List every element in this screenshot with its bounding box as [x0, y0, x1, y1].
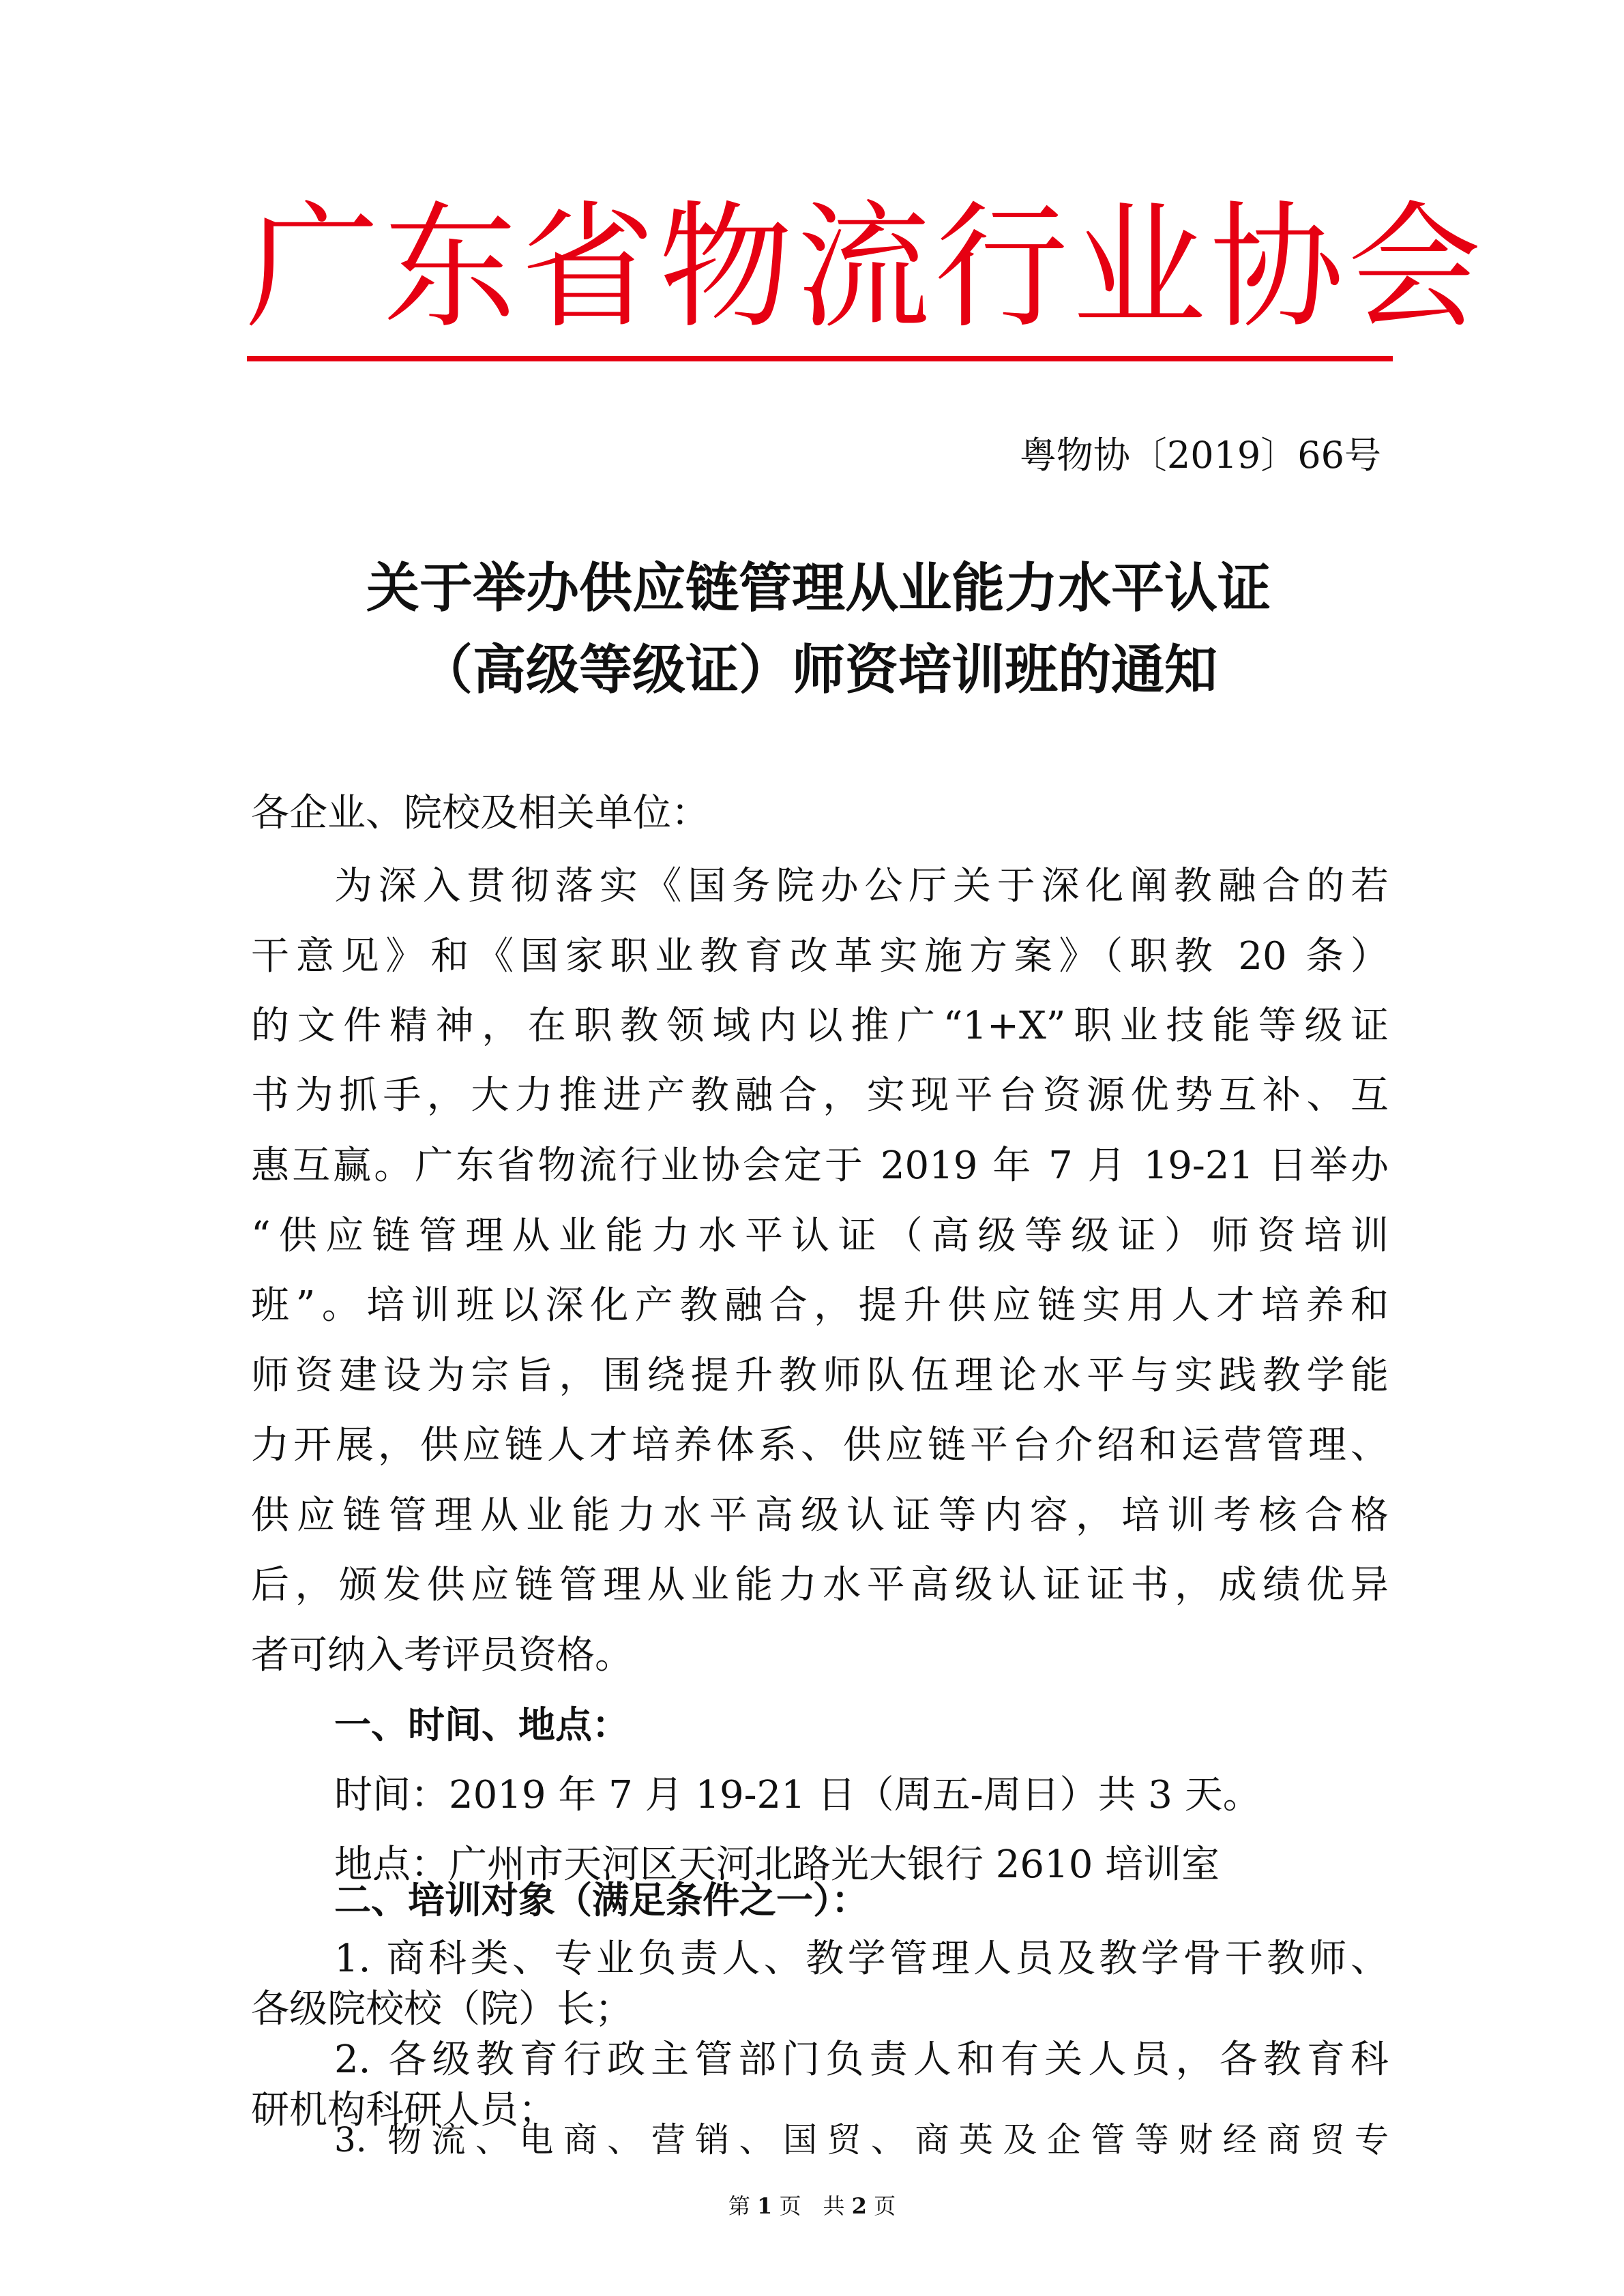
participant-item-1-line-2: 各级院校校（院）长； [251, 1987, 633, 2031]
body-line: 者可纳入考评员资格。 [251, 1633, 633, 1678]
footer-page-prefix: 第 [728, 2193, 750, 2219]
salutation: 各企业、院校及相关单位： [251, 791, 709, 835]
body-line: 力开展，供应链人才培养体系、供应链平台介绍和运营管理、 [251, 1423, 1389, 1467]
participant-item-2-line-1: 2. 各级教育行政主管部门负责人和有关人员，各教育科 [334, 2038, 1389, 2082]
document-title-line-1: 关于举办供应链管理从业能力水平认证 [366, 558, 1271, 619]
body-line: “供应链管理从业能力水平认证（高级等级证）师资培训 [251, 1214, 1389, 1258]
body-line: 干意见》和《国家职业教育改革实施方案》（职教 20 条） [251, 934, 1389, 979]
training-place: 地点：广州市天河区天河北路光大银行 2610 培训室 [334, 1843, 1220, 1887]
body-line: 后，颁发供应链管理从业能力水平高级认证证书，成绩优异 [251, 1563, 1389, 1607]
body-line: 惠互赢。广东省物流行业协会定于 2019 年 7 月 19-21 日举办 [251, 1144, 1389, 1188]
document-title-line-2: （高级等级证）师资培训班的通知 [419, 640, 1217, 701]
document-number: 粤物协〔2019〕66号 [1019, 434, 1381, 477]
footer-page-suffix: 页 [874, 2193, 896, 2219]
letterhead-organization-name: 广东省物流行业协会 [246, 188, 1486, 348]
body-line: 供应链管理从业能力水平高级认证等内容，培训考核合格 [251, 1493, 1389, 1538]
section-heading-participants: 二、培训对象（满足条件之一）： [334, 1879, 868, 1922]
body-line: 班”。培训班以深化产教融合，提升供应链实用人才培养和 [251, 1283, 1389, 1328]
footer-page-current: 1 [757, 2193, 773, 2219]
body-line: 的文件精神，在职教领域内以推广“1+X”职业技能等级证 [251, 1004, 1389, 1048]
participant-item-1-line-1: 1. 商科类、专业负责人、教学管理人员及教学骨干教师、 [334, 1937, 1389, 1981]
footer-page-mid: 页 共 [779, 2193, 845, 2219]
body-line: 书为抓手，大力推进产教融合，实现平台资源优势互补、互 [251, 1073, 1389, 1118]
letterhead-red-rule [247, 356, 1393, 361]
page-footer [0, 2189, 1624, 2220]
participant-item-2-line-2: 研机构科研人员； [251, 2088, 557, 2132]
footer-page-total: 2 [851, 2193, 867, 2219]
section-heading-time-place: 一、时间、地点： [334, 1703, 629, 1746]
body-line: 为深入贯彻落实《国务院办公厅关于深化阐教融合的若 [334, 864, 1389, 908]
participant-item-3-line-1: 3. 物流、电商、营销、国贸、商英及企管等财经商贸专 [334, 2120, 1389, 2160]
training-time: 时间：2019 年 7 月 19-21 日（周五-周日）共 3 天。 [334, 1773, 1261, 1817]
body-line: 师资建设为宗旨，围绕提升教师队伍理论水平与实践教学能 [251, 1354, 1389, 1398]
